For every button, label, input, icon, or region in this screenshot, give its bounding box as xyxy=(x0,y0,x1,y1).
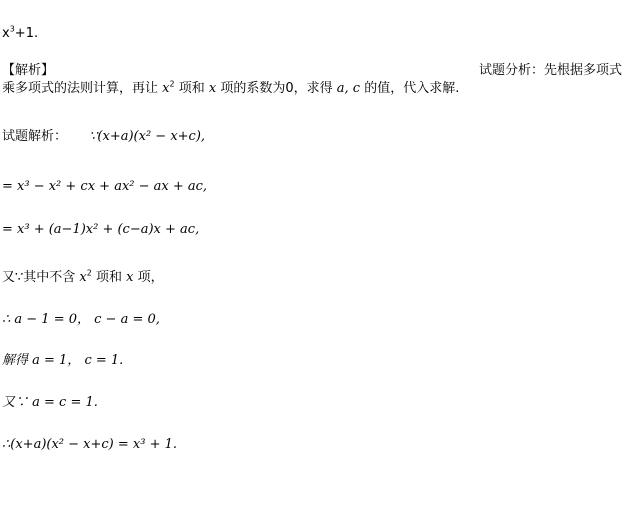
solution-intro-expr: ∵(x+a)(x² − x+c), xyxy=(89,129,206,144)
analysis-part-1: 乘多项式的法则计算，再让 xyxy=(2,81,159,96)
solution-step-4: ∴ a − 1 = 0， c − a = 0, xyxy=(2,312,160,327)
step3-suffix: 项， xyxy=(137,270,164,285)
analysis-var-x2: x xyxy=(208,81,217,96)
analysis-part-2: 项和 xyxy=(178,81,205,96)
analysis-vars-ac: a, c xyxy=(336,81,361,96)
solution-step-5-text: 解得 a = 1， c = 1. xyxy=(2,353,124,368)
solution-step-6-text: 又∵ a = c = 1. xyxy=(2,395,98,410)
analysis-var-x: x xyxy=(162,81,170,96)
analysis-var-x-exp: 2 xyxy=(169,79,175,89)
analysis-label: 试题分析：先根据多项式 xyxy=(478,63,622,78)
section-header: 【解析】 xyxy=(2,63,55,78)
solution-step-5 xyxy=(2,352,123,370)
solution-step-2: = x³ + (a−1)x² + (c−a)x + ac, xyxy=(2,222,200,237)
solution-intro xyxy=(2,128,205,146)
analysis-part-4: 的值，代入求解. xyxy=(364,81,460,96)
solution-step-3 xyxy=(2,269,164,287)
answer-base: x xyxy=(2,26,10,41)
analysis-text xyxy=(2,80,459,98)
step3-term1-exp: 2 xyxy=(86,268,92,278)
analysis-part-3: 项的系数为0，求得 xyxy=(220,81,333,96)
answer-rest: +1. xyxy=(14,26,39,41)
step3-term2: x xyxy=(126,270,134,285)
solution-step-6 xyxy=(2,394,98,412)
step3-middle: 项和 xyxy=(96,270,123,285)
solution-label: 试题解析： xyxy=(2,129,68,144)
step3-term1: x xyxy=(79,270,87,285)
step3-prefix: 又∵其中不含 xyxy=(2,270,76,285)
answer-exponent: 3 xyxy=(9,24,15,34)
section-header-line xyxy=(2,62,626,80)
solution-step-7: ∴(x+a)(x² − x+c) = x³ + 1. xyxy=(2,437,177,452)
answer-line xyxy=(2,25,38,43)
solution-step-1: = x³ − x² + cx + ax² − ax + ac, xyxy=(2,179,208,194)
